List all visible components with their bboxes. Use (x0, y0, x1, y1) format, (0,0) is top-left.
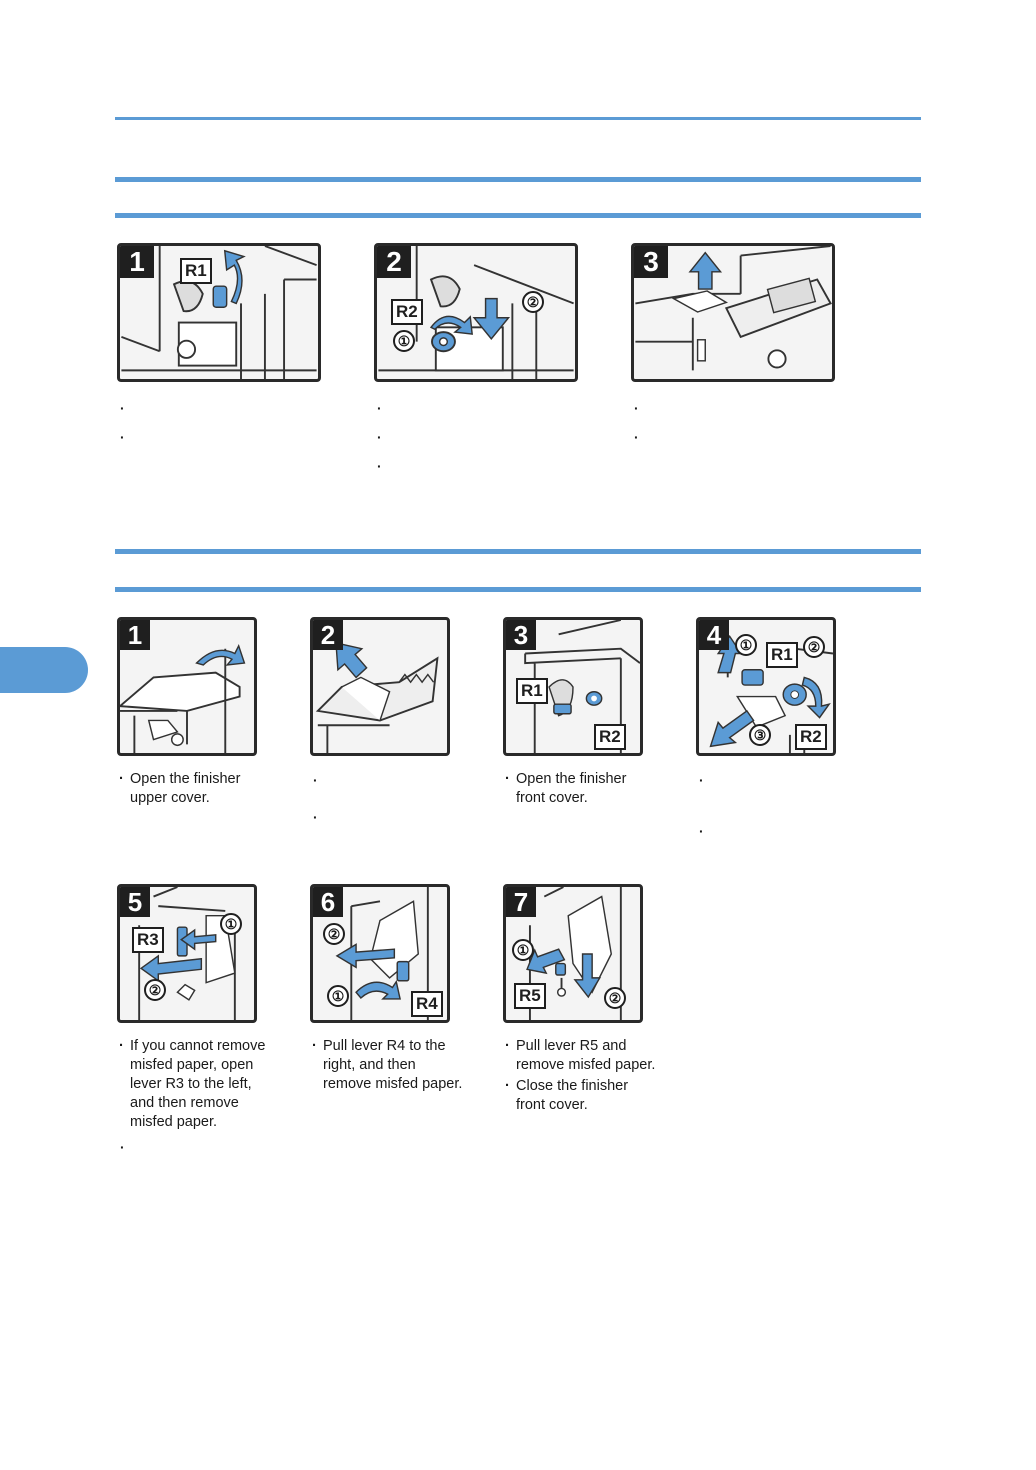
header-rule (115, 117, 921, 120)
step-order-1: ① (220, 913, 242, 935)
note-line: · If you cannot remove (130, 1038, 266, 1054)
step-illustration (117, 617, 257, 756)
step-order-1: ① (327, 985, 349, 1007)
section2-step-7 (503, 884, 678, 1116)
lever-label-r1: R1 (516, 678, 548, 704)
section1-title-rule-top (115, 177, 921, 182)
section1-step-2 (374, 243, 579, 481)
step-number: 3 (634, 246, 668, 278)
note-line: · Open the finisher (516, 771, 627, 787)
step-number: 1 (120, 620, 150, 650)
section1-step-1 (117, 243, 322, 452)
note-line: right, and then (323, 1057, 416, 1073)
note-bullet: · (377, 429, 382, 445)
note-text (117, 1037, 292, 1132)
lever-label-r5: R5 (514, 983, 546, 1009)
step-illustration (503, 884, 643, 1023)
step-order-3: ③ (749, 724, 771, 746)
note-line: · Close the finisher (516, 1078, 629, 1094)
note-line: · Pull lever R4 to the (323, 1038, 446, 1054)
step-number: 7 (506, 887, 536, 917)
step-illustration (696, 617, 836, 756)
step-notes (117, 770, 292, 808)
step-notes (503, 1037, 678, 1115)
note-line: front cover. (516, 1097, 588, 1113)
step-number: 2 (377, 246, 411, 278)
note-bullet: · (120, 1139, 125, 1155)
section2-title-rule-top (115, 549, 921, 554)
note-bullet: · (377, 458, 382, 474)
step-order-2: ② (522, 291, 544, 313)
note-line: upper cover. (130, 790, 210, 806)
knob-label-r2: R2 (594, 724, 626, 750)
step-order-1: ① (735, 634, 757, 656)
note-line: and then remove (130, 1095, 239, 1111)
note-line: · Open the finisher (130, 771, 241, 787)
lever-label-r1: R1 (766, 642, 798, 668)
note-bullet: · (634, 400, 639, 416)
step-illustration (310, 617, 450, 756)
step-order-1: ① (393, 330, 415, 352)
section1-title-rule-bottom (115, 213, 921, 218)
section2-step-6 (310, 884, 485, 1095)
lever-label-r3: R3 (132, 927, 164, 953)
note-bullet: · (699, 823, 704, 839)
knob-label-r2: R2 (795, 724, 827, 750)
note-bullet: · (634, 429, 639, 445)
note-line: misfed paper, open (130, 1057, 254, 1073)
note-line: front cover. (516, 790, 588, 806)
note-text (503, 1077, 678, 1115)
section2-step-4 (696, 617, 871, 846)
step-illustration (310, 884, 450, 1023)
step-notes (310, 1037, 485, 1094)
step-order-2: ② (604, 987, 626, 1009)
step-order-2: ② (323, 923, 345, 945)
note-text (117, 770, 292, 808)
note-line: · Pull lever R5 and (516, 1038, 627, 1054)
note-bullet: · (377, 400, 382, 416)
step-illustration (117, 884, 257, 1023)
note-text (310, 1037, 485, 1094)
note-text (503, 770, 678, 808)
step-number: 6 (313, 887, 343, 917)
step-number: 5 (120, 887, 150, 917)
step-illustration (117, 243, 321, 382)
section2-step-2 (310, 617, 485, 832)
step-illustration (374, 243, 578, 382)
note-line: misfed paper. (130, 1114, 218, 1130)
step-order-2: ② (144, 979, 166, 1001)
note-bullet: · (120, 400, 125, 416)
note-text (503, 1037, 678, 1075)
step-notes (117, 1037, 292, 1132)
section2-step-1 (117, 617, 292, 809)
lever-label-r4: R4 (411, 991, 443, 1017)
step-number: 4 (699, 620, 729, 650)
note-bullet: · (120, 429, 125, 445)
step-number: 3 (506, 620, 536, 650)
section1-step-3 (631, 243, 836, 452)
section2-title-rule-bottom (115, 587, 921, 592)
step-notes (503, 770, 678, 808)
note-line: remove misfed paper. (323, 1076, 463, 1092)
note-bullet: · (313, 772, 318, 788)
step-order-2: ② (803, 636, 825, 658)
note-bullet: · (313, 809, 318, 825)
step-illustration (503, 617, 643, 756)
step-illustration (631, 243, 835, 382)
note-bullet: · (699, 772, 704, 788)
section2-step-3 (503, 617, 678, 809)
step-order-1: ① (512, 939, 534, 961)
note-line: remove misfed paper. (516, 1057, 656, 1073)
section2-step-5 (117, 884, 292, 1162)
step-number: 1 (120, 246, 154, 278)
lever-label-r2: R2 (391, 299, 423, 325)
chapter-tab (0, 647, 88, 693)
step-number: 2 (313, 620, 343, 650)
note-line: lever R3 to the left, (130, 1076, 252, 1092)
lever-label-r1: R1 (180, 258, 212, 284)
